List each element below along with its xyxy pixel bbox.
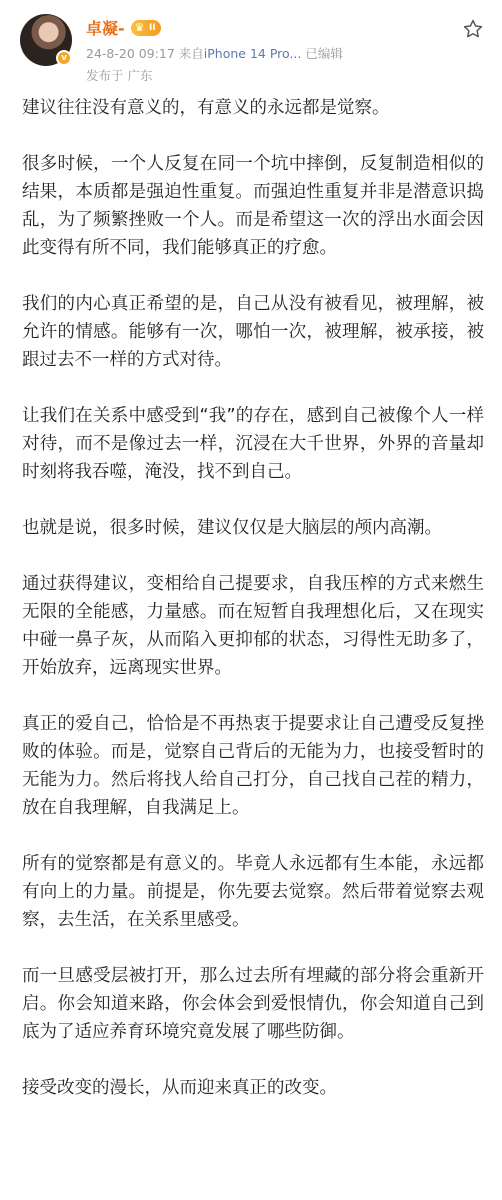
paragraph: 真正的爱自己，恰恰是不再热衷于提要求让自己遭受反复挫败的体验。而是，觉察自己背后的无能为力，也接受暂时的无能为力。然后将找人给自己打分，自己找自己茬的精力，放在自我理解，自我满足上。 — [22, 714, 484, 818]
post-header — [0, 0, 502, 94]
star-outline-icon[interactable] — [462, 18, 484, 40]
source-prefix: 来自 — [178, 46, 204, 61]
post-meta — [86, 44, 343, 62]
member-level: II — [148, 22, 156, 33]
post-timestamp: 24-8-20 09:17 — [86, 46, 175, 61]
paragraph: 让我们在关系中感受到“我”的存在，感到自己被像个人一样对待，而不是像过去一样，沉浸在大千世界，外界的音量却时刻将我吞噬，淹没，找不到自己。 — [22, 406, 484, 482]
edited-label[interactable]: 已编辑 — [305, 46, 343, 61]
post-location: 发布于 广东 — [86, 68, 153, 83]
paragraph: 而一旦感受层被打开，那么过去所有埋藏的部分将会重新开启。你会知道来路，你会体会到爱恨情仇，你会知道自己到底为了适应养育环境究竟发展了哪些防御。 — [22, 966, 484, 1042]
verified-badge-icon: v — [56, 50, 72, 66]
paragraph: 也就是说，很多时候，建议仅仅是大脑层的颅内高潮。 — [22, 518, 442, 538]
paragraph: 建议往往没有意义的，有意义的永远都是觉察。 — [22, 98, 390, 118]
post-body — [0, 94, 502, 1102]
device-link[interactable]: iPhone 14 Pro... — [203, 46, 302, 61]
paragraph: 很多时候，一个人反复在同一个坑中摔倒，反复制造相似的结果，本质都是强迫性重复。而强迫性重复并非是潜意识捣乱，为了频繁挫败一个人。而是希望这一次的浮出水面会因此变得有所不同，我们能够真正的疗愈。 — [22, 154, 484, 258]
paragraph: 所有的觉察都是有意义的。毕竟人永远都有生本能，永远都有向上的力量。前提是，你先要去觉察。然后带着觉察去观察，去生活，在关系里感受。 — [22, 854, 484, 930]
crown-icon: ♛ — [134, 20, 145, 34]
paragraph: 通过获得建议，变相给自己提要求，自我压榨的方式来燃生无限的全能感，力量感。而在短暂自我理想化后，又在现实中碰一鼻子灰，从而陷入更抑郁的状态，习得性无助多了，开始放弃，远离现实世界。 — [22, 574, 484, 678]
paragraph: 我们的内心真正希望的是，自己从没有被看见，被理解，被允许的情感。能够有一次，哪怕一次，被理解，被承接，被跟过去不一样的方式对待。 — [22, 294, 484, 370]
name-row — [86, 16, 161, 39]
username[interactable]: 卓凝- — [86, 19, 125, 38]
member-level-badge[interactable] — [131, 20, 161, 36]
paragraph: 接受改变的漫长，从而迎来真正的改变。 — [22, 1078, 337, 1098]
